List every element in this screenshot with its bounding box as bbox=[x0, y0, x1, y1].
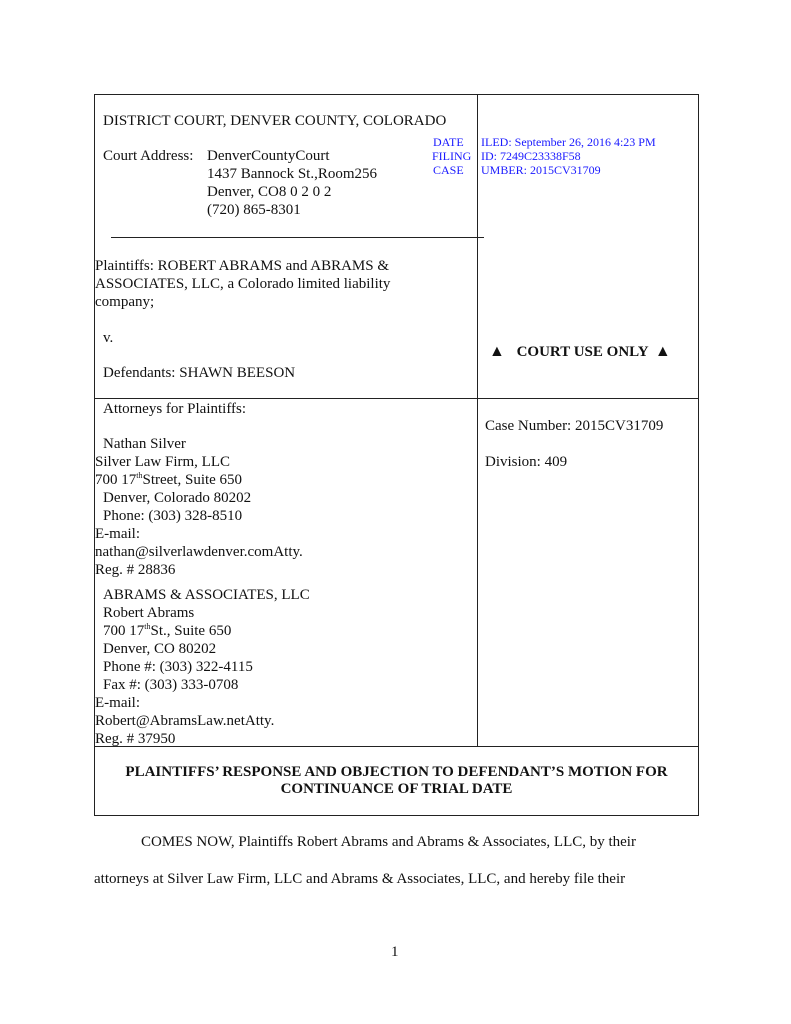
email-label: E-mail: bbox=[95, 526, 140, 542]
firm-name: ABRAMS & ASSOCIATES, LLC bbox=[103, 587, 310, 603]
plaintiffs-line: Plaintiffs: ROBERT ABRAMS and ABRAMS & bbox=[95, 258, 390, 274]
table-divider-caption bbox=[94, 398, 699, 399]
triangle-up-icon: ▲ bbox=[489, 343, 505, 360]
attorney-name: Nathan Silver bbox=[103, 436, 186, 452]
court-address-line: (720) 865-8301 bbox=[207, 202, 301, 218]
email-address: nathan@silverlawdenver.comAtty. bbox=[95, 544, 303, 560]
filing-stamp-label: FILING bbox=[432, 149, 472, 163]
attorneys-heading: Attorneys for Plaintiffs: bbox=[103, 401, 247, 417]
table-border-top bbox=[94, 94, 699, 95]
table-column-divider bbox=[477, 94, 478, 747]
filing-stamp-label: CASE bbox=[433, 163, 464, 177]
court-address-line: Denver, CO8 0 2 0 2 bbox=[207, 184, 332, 200]
firm-city: Denver, CO 80202 bbox=[103, 641, 217, 657]
document-title: PLAINTIFFS’ RESPONSE AND OBJECTION TO DEFENDANT’S MOTION FOR CONTINUANCE OF TRIAL DATE bbox=[125, 764, 668, 797]
filing-stamp-id: ID: 7249C23338F58 bbox=[481, 149, 581, 163]
table-border-right bbox=[698, 94, 699, 816]
firm-street: 700 17thSt., Suite 650 bbox=[103, 622, 232, 639]
body-paragraph-line: attorneys at Silver Law Firm, LLC and Abrams & Associates, LLC, and hereby file their bbox=[94, 871, 626, 887]
email-label: E-mail: bbox=[95, 695, 140, 711]
firm-street: 700 17thStreet, Suite 650 bbox=[95, 471, 243, 488]
attorney-name: Robert Abrams bbox=[103, 605, 195, 621]
defendants-line: Defendants: SHAWN BEESON bbox=[103, 365, 296, 381]
case-number: Case Number: 2015CV31709 bbox=[485, 418, 664, 434]
caption-separator-line bbox=[111, 237, 484, 238]
firm-name: Silver Law Firm, LLC bbox=[95, 454, 230, 470]
court-name: DISTRICT COURT, DENVER COUNTY, COLORADO bbox=[103, 113, 447, 129]
firm-city: Denver, Colorado 80202 bbox=[103, 490, 252, 506]
division: Division: 409 bbox=[485, 454, 568, 470]
filing-stamp-date: ILED: September 26, 2016 4:23 PM bbox=[481, 135, 656, 149]
body-paragraph-line: COMES NOW, Plaintiffs Robert Abrams and Abrams & Associates, LLC, by their bbox=[141, 834, 636, 850]
filing-stamp-case-number: UMBER: 2015CV31709 bbox=[481, 163, 601, 177]
table-divider-attorneys bbox=[94, 746, 699, 747]
firm-phone: Phone: (303) 328-8510 bbox=[103, 508, 243, 524]
table-border-bottom bbox=[94, 815, 699, 816]
page-number: 1 bbox=[391, 944, 399, 960]
filing-stamp-label: DATE bbox=[433, 135, 464, 149]
plaintiffs-line: company; bbox=[95, 294, 155, 310]
versus: v. bbox=[103, 330, 114, 346]
email-address: Robert@AbramsLaw.netAtty. bbox=[95, 713, 275, 729]
court-use-only-box bbox=[489, 343, 671, 361]
court-address-line: DenverCountyCourt bbox=[207, 148, 330, 164]
court-address-line: 1437 Bannock St.,Room256 bbox=[207, 166, 378, 182]
court-use-only-label: COURT USE ONLY bbox=[516, 344, 649, 360]
firm-fax: Fax #: (303) 333-0708 bbox=[103, 677, 239, 693]
registration-number: Reg. # 37950 bbox=[95, 731, 176, 747]
firm-phone: Phone #: (303) 322-4115 bbox=[103, 659, 253, 675]
court-address-label: Court Address: bbox=[103, 148, 194, 164]
triangle-up-icon: ▲ bbox=[654, 343, 671, 360]
registration-number: Reg. # 28836 bbox=[95, 562, 176, 578]
plaintiffs-line: ASSOCIATES, LLC, a Colorado limited liability bbox=[95, 276, 391, 292]
